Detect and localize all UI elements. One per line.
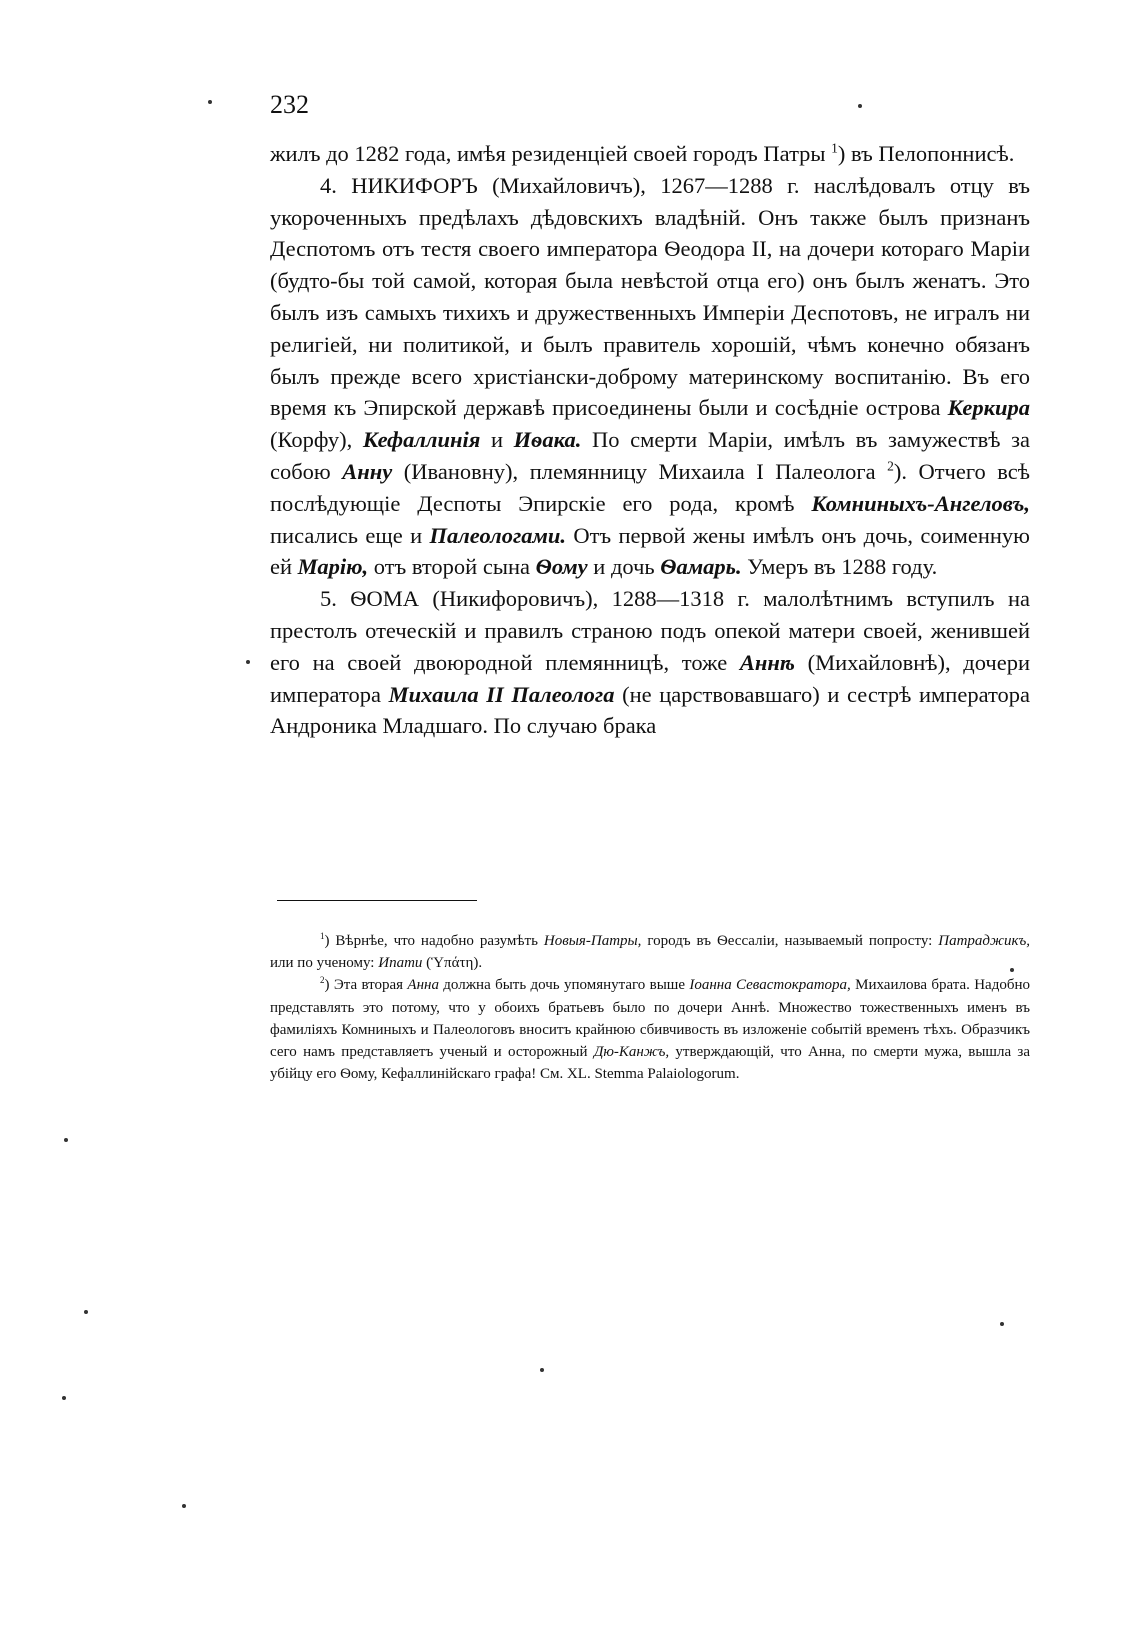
italic-term: Керкира [947, 395, 1030, 421]
text-run: и [480, 427, 514, 453]
scan-speck [1010, 968, 1014, 972]
scan-speck [64, 1138, 68, 1142]
italic-term: Дю-Канжъ, [593, 1044, 670, 1061]
text-run: жилъ до 1282 года, имѣя резиденціей своей городъ Патры [270, 141, 832, 166]
italic-term: Аннѣ [739, 649, 795, 675]
italic-term: Палеологами. [429, 522, 567, 548]
text-run: ) Эта вторая [324, 977, 408, 994]
text-run: 5. ѲОМА (Никифоровичъ), 1288—1318 г. малолѣтнимъ вступилъ на престолъ отеческій и правилъ страною подъ опекой матери своей, женившей его на своей двоюродной племянницѣ, тоже [270, 586, 1030, 675]
scan-speck [246, 660, 250, 664]
footnote-2 [270, 974, 1030, 1085]
text-run: Михаилова брата. Надобно представлять это потому, что у обоихъ братьевъ было по дочери Аннѣ. Множество тожественныхъ именъ въ фамиліяхъ Комниныхъ и Палеологовъ вноситъ крайнюю сбивчивость въ изложеніе событій временъ тѣхъ. Образчикъ сего намъ представляетъ ученый и осторожный [270, 977, 1030, 1061]
text-run: городъ въ Ѳессаліи, называемый попросту: [641, 933, 939, 949]
italic-term: Иѳака. [513, 427, 582, 453]
text-run: писались еще и [270, 522, 430, 548]
scan-speck [84, 1310, 88, 1314]
text-run: (Михайловнѣ), дочери императора [270, 649, 1030, 707]
italic-term: Патраджикъ, [938, 933, 1030, 949]
text-run: (Корфу), [270, 427, 363, 453]
text-run: (Ивановну), племянницу Михаила I Палеолога [392, 458, 888, 484]
text-run: (Ὑπάτη). [422, 955, 483, 972]
italic-term: Іоанна Севастократора, [689, 977, 851, 994]
italic-term: Комниныхъ-Ангеловъ, [811, 490, 1030, 516]
text-run: должна быть дочь упомянутаго выше [438, 977, 690, 994]
scan-speck [62, 1396, 66, 1400]
text-run: и дочь [587, 554, 661, 580]
text-run: ) Вѣрнѣе, что надобно разумѣть [324, 933, 544, 949]
italic-term: Кефаллинія [362, 427, 481, 453]
footnote-ref-1: 1 [831, 140, 838, 156]
italic-term: Новыя-Патры, [543, 933, 642, 949]
footnote-number: 2 [320, 975, 325, 986]
scan-speck [858, 104, 862, 108]
paragraph-nikifor [270, 170, 1030, 583]
footnote-1 [270, 930, 1030, 974]
italic-term: Ипати [378, 955, 423, 972]
italic-term: Ѳамарь. [660, 554, 742, 580]
scan-speck [208, 100, 212, 104]
italic-term: Ѳому [535, 554, 588, 580]
text-run: 4. НИКИФОРЪ (Михайловичъ), 1267—1288 г. наслѣдовалъ отцу въ укороченныхъ предѣлахъ дѣдовскихъ владѣній. Онъ также былъ признанъ Деспотомъ отъ тестя своего императора Ѳеодора II, на дочери котораго Маріи (будто-бы той самой, которая была невѣстой отца его) онъ былъ женатъ. Это былъ изъ самыхъ тихихъ и дружественныхъ Имперіи Деспотовъ, не игралъ ни религіей, ни политикой, и былъ правитель хорошій, чѣмъ конечно обязанъ былъ прежде всего христіански-доброму материнскому воспитанію. Въ его время къ Эпирской державѣ присоединены были и сосѣдніе острова [270, 172, 1030, 421]
text-run: (не царствовавшаго) и сестрѣ императора Андроника Младшаго. По случаю брака [270, 681, 1031, 739]
main-text [270, 138, 1030, 742]
scan-speck [540, 1368, 544, 1372]
text-run: утверждающій, что Анна, по смерти мужа, вышла за убійцу его Ѳому, Кефаллинійскаго графа! См. XL. Stemma Palaiologorum. [270, 1044, 1031, 1083]
text-run: ). Отчего всѣ послѣдующіе Деспоты Эпирскіе его рода, кромѣ [270, 458, 1030, 516]
paragraph-continuation [270, 138, 1030, 170]
footnotes [270, 930, 1030, 1085]
italic-term: Анна [407, 977, 439, 994]
text-run: Умеръ въ 1288 году. [741, 554, 938, 580]
paragraph-thoma [270, 583, 1030, 742]
scan-speck [182, 1504, 186, 1508]
footnote-number: 1 [320, 931, 325, 941]
page-number: 232 [270, 90, 309, 119]
italic-term: Марію, [297, 554, 369, 580]
text-run: ) въ Пелопоннисѣ. [837, 141, 1015, 166]
text-run: По смерти Маріи, имѣлъ въ замужествѣ за собою [270, 427, 1031, 484]
italic-term: Михаила II Палеолога [388, 681, 615, 707]
text-run: Отъ первой жены имѣлъ онъ дочь, соименную ей [270, 522, 1030, 580]
text-run: отъ второй сына [368, 554, 536, 580]
italic-term: Анну [342, 458, 393, 484]
footnote-ref-2: 2 [887, 458, 894, 474]
footnote-divider [277, 900, 477, 901]
text-run: или по ученому: [270, 955, 379, 972]
scan-speck [1000, 1322, 1004, 1326]
